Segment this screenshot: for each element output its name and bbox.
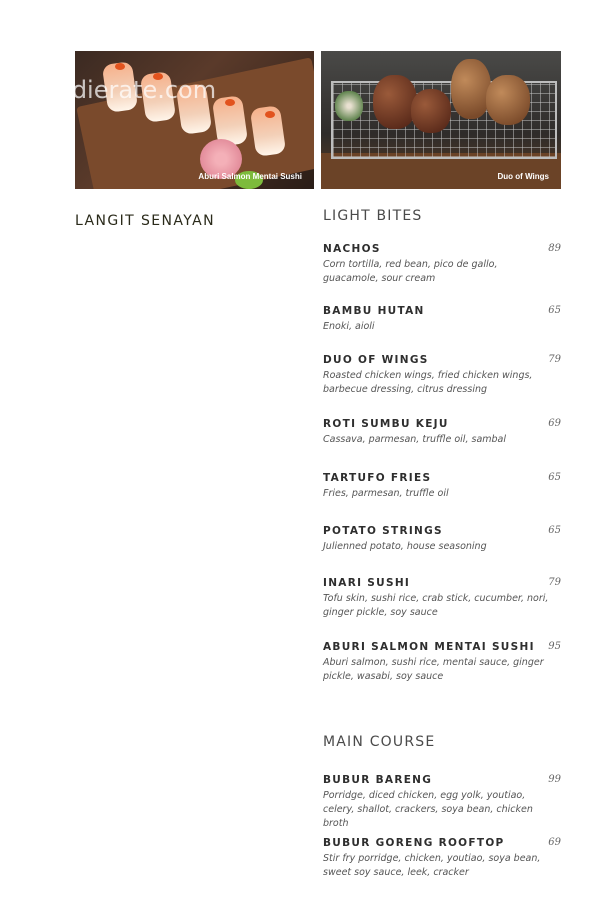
restaurant-name: LANGIT SENAYAN (75, 213, 215, 229)
item-description: Julienned potato, house seasoning (323, 541, 487, 552)
item-name: BAMBU HUTAN (323, 305, 425, 317)
section-title-main-course: MAIN COURSE (323, 734, 436, 750)
wings-photo (321, 51, 561, 189)
item-description: Corn tortilla, red bean, pico de gallo, guacamole, sour cream (323, 259, 498, 284)
item-description: Porridge, diced chicken, egg yolk, youtiao, celery, shallot, crackers, soya bean, chicken broth (323, 790, 533, 829)
item-price: 65 (548, 472, 561, 483)
item-description: Roasted chicken wings, fried chicken wings, barbecue dressing, citrus dressing (323, 370, 533, 395)
menu-item (323, 418, 563, 447)
menu-item (323, 525, 563, 554)
section-title-light-bites: LIGHT BITES (323, 208, 423, 224)
item-name: ABURI SALMON MENTAI SUSHI (323, 641, 535, 653)
menu-item (323, 305, 563, 334)
salad-garnish (335, 91, 363, 121)
menu-item (323, 243, 563, 286)
item-name: DUO OF WINGS (323, 354, 429, 366)
item-name: NACHOS (323, 243, 381, 255)
item-price: 79 (548, 577, 561, 588)
item-description: Stir fry porridge, chicken, youtiao, soya bean, sweet soy sauce, leek, cracker (323, 853, 541, 878)
sushi-photo (75, 51, 314, 189)
item-price: 65 (548, 525, 561, 536)
item-price: 99 (548, 774, 561, 785)
item-price: 65 (548, 305, 561, 316)
roe-garnish (225, 99, 235, 106)
item-price: 69 (548, 418, 561, 429)
chicken-wing (486, 75, 530, 125)
item-name: BUBUR BARENG (323, 774, 433, 786)
item-price: 95 (548, 641, 561, 652)
item-description: Aburi salmon, sushi rice, mentai sauce, ginger pickle, wasabi, soy sauce (323, 657, 544, 682)
watermark: foodierate.com (34, 76, 217, 104)
menu-item (323, 577, 563, 620)
item-description: Cassava, parmesan, truffle oil, sambal (323, 434, 507, 445)
photo-caption: Aburi Salmon Mentai Sushi (198, 172, 302, 181)
chicken-wing (411, 89, 451, 133)
chicken-wing (373, 75, 417, 129)
photo-caption: Duo of Wings (497, 172, 549, 181)
item-name: INARI SUSHI (323, 577, 411, 589)
menu-item (323, 354, 563, 397)
item-name: BUBUR GORENG ROOFTOP (323, 837, 505, 849)
chicken-wing (451, 59, 491, 119)
roe-garnish (115, 63, 125, 70)
item-description: Fries, parmesan, truffle oil (323, 488, 449, 499)
menu-item (323, 641, 563, 684)
item-price: 89 (548, 243, 561, 254)
menu-item (323, 837, 563, 880)
menu-item (323, 774, 563, 831)
item-name: POTATO STRINGS (323, 525, 443, 537)
roe-garnish (265, 111, 275, 118)
item-price: 79 (548, 354, 561, 365)
item-price: 69 (548, 837, 561, 848)
item-description: Enoki, aioli (323, 321, 375, 332)
menu-item (323, 472, 563, 501)
item-description: Tofu skin, sushi rice, crab stick, cucumber, nori, ginger pickle, soy sauce (323, 593, 549, 618)
item-name: ROTI SUMBU KEJU (323, 418, 449, 430)
item-name: TARTUFO FRIES (323, 472, 432, 484)
